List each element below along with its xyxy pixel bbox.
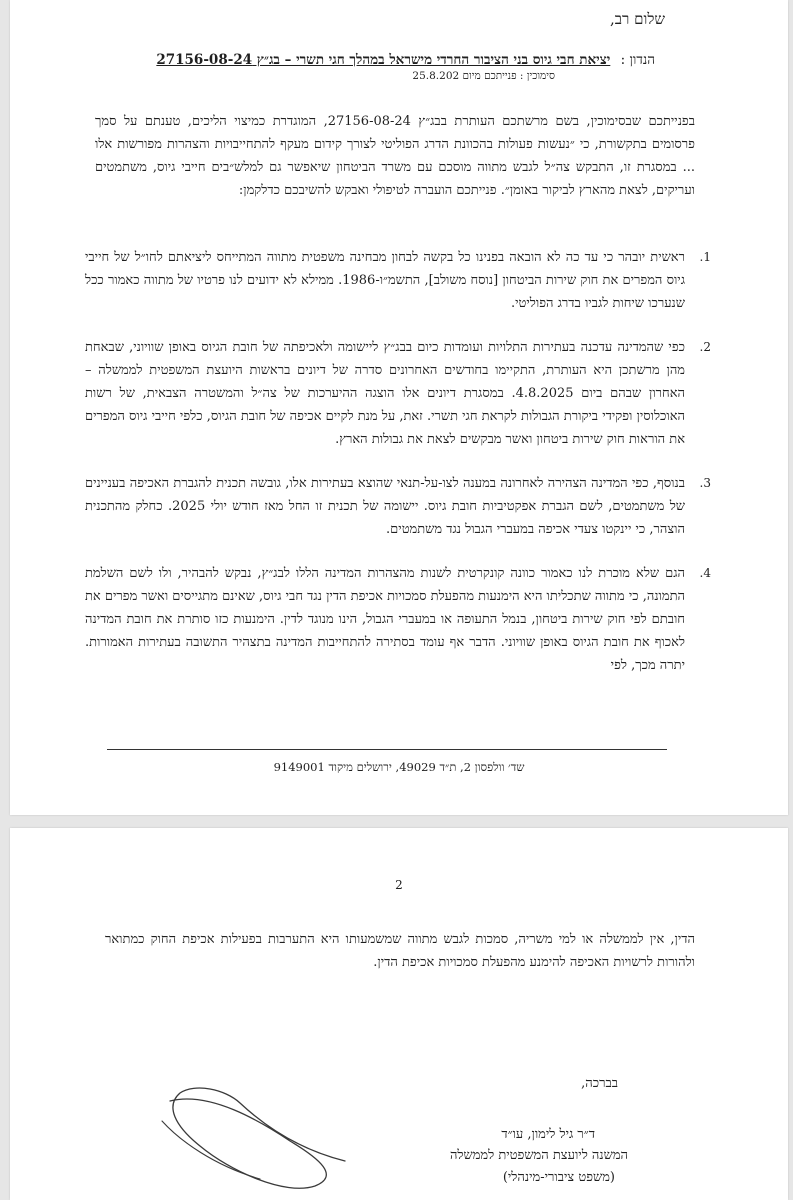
- document-page-2: [10, 828, 788, 1200]
- signer-title: המשנה ליועצת המשפטית לממשלה: [449, 1148, 628, 1163]
- item-number: 2.: [699, 340, 711, 354]
- greeting: שלום רב,: [610, 10, 665, 28]
- item-text: ראשית יובהר כי עד כה לא הובאה בפנינו כל בקשה לבחון מבחינה משפטית מתווה המתייחס ליציאתם לחו״ל של חייבי גיוס המפרים את חוק שירות הביטחון [נוסח משולב], התשמ״ו-1986. ממילא לא ידועים לנו פרטיו של מתווה כאמור ככל שנערכו שיחות לגביו בדרג הפוליטי.: [85, 250, 685, 311]
- document-page-1: [10, 0, 788, 815]
- page-number: 2: [395, 878, 403, 892]
- list-item: [85, 562, 711, 677]
- handwritten-signature-icon: [140, 1081, 370, 1191]
- footer-divider: [107, 749, 667, 750]
- closing-salutation: בברכה,: [581, 1076, 618, 1091]
- intro-paragraph: בפנייתכם שבסימוכין, בשם מרשתכם העותרת בבג״ץ 27156-08-24, המוגדרת כמיצוי הליכים, טענתם על סמך פרסומים בתקשורת, כי ״נעשות פעולות בהכוונת הדרג הפוליטי לצורך קידום מעקף להתחייבויות והצהרות מפורשות אלו ... במסגרת זו, התבקש צה״ל לגבש מתווה מוסכם עם משרד הביטחון שיאפשר גם למלש״בים חייבי גיוס, משתמטים ועריקים, לצאת מהארץ לביקור באומן״. פנייתכם הועברה לטיפולי ואבקש להשיבכם כדלקמן:: [95, 114, 696, 198]
- item-text: הגם שלא מוכרת לנו כאמור כוונה קונקרטית לשנות מהצהרות המדינה הללו לבג״ץ, נבקש להבהיר, ולו לשם השלמת התמונה, כי מתווה שתכליתו היא הימנעות מהפעלת סמכויות אכיפת הדין נגד חבי גיוס, שאינם מתגייסים ואשר מפרים את חובתם לפי חוק שירות ביטחון, בנמל התעופה או במעברי הגבול, הינו מנוגד לדין. הימנעות כזו סותרת את חובת המדינה לאכוף את חובת הגיוס באופן שוויוני. הדבר אף עומד בסתירה להתחייבות המדינה בתצהיר התשובה בעתירות האמורות. יתרה מכך, לפי: [85, 566, 685, 673]
- item-number: 1.: [699, 250, 711, 264]
- item-text: כפי שהמדינה עדכנה בעתירות התלויות ועומדות כיום בבג״ץ ליישומה ולאכיפתה של חובת הגיוס באופן שוויוני, שבאחת מהן מרשתכן היא העותרת, התקיימו בחודשים האחרונים סדרה של דיונים בראשות היועצת המשפטית לממשלה – האחרון שבהם ביום 4.8.2025. במסגרת דיונים אלו הוצגה ההיערכות של צה״ל והמשטרה הצבאית, של רשות האוכלוסין ופקידי ביקורת הגבולות לקראת חגי תשרי. זאת, על מנת לקיים אכיפה של חובת הגיוס, כלפי חייבי גיוס המפרים את הוראות חוק שירות ביטחון ואשר מבקשים לצאת את גבולות הארץ.: [85, 340, 686, 447]
- item-number: 4.: [699, 566, 711, 580]
- list-item: [85, 246, 711, 315]
- signer-name: ד״ר גיל לימון, עו״ד: [501, 1127, 595, 1142]
- signer-department: (משפט ציבורי-מינהלי): [502, 1170, 615, 1185]
- list-item: [85, 472, 711, 541]
- subject-label: הנדון :: [620, 52, 655, 68]
- reference-line: סימוכין : פנייתכם מיום 25.8.202: [412, 70, 555, 82]
- footer-address: שד׳ וולפסון 2, ת״ד 49029, ירושלים מיקוד 9149001: [273, 760, 525, 774]
- list-item: [85, 336, 711, 451]
- item-text: בנוסף, כפי המדינה הצהירה לאחרונה במענה לצו-על-תנאי שהוצא בעתירות אלו, גובשה תכנית להגברת האכיפה בעניינים של משתמטים, לשם הגברת אפקטיביות חובת גיוס. יישומה של תכנית זו החל מאז חודש יולי 2025. כחלק מהתכנית הוצהר, כי יינקטו צעדי אכיפה במעברי הגבול נגד משתמטים.: [85, 476, 686, 537]
- subject-line: [156, 52, 655, 68]
- item-number: 3.: [699, 476, 711, 490]
- numbered-list: [85, 246, 711, 698]
- continuation-paragraph: הדין, אין לממשלה או למי משריה, סמכות לגבש מתווה שמשמעותו היא התערבות בפעילות אכיפת החוק כמתואר ולהורות לרשויות האכיפה להימנע מהפעלת סמכויות אכיפת הדין.: [105, 932, 695, 970]
- subject-title: יציאת חבי גיוס בני הציבור החרדי מישראל במהלך חגי תשרי – בג״ץ 27156-08-24: [156, 52, 611, 68]
